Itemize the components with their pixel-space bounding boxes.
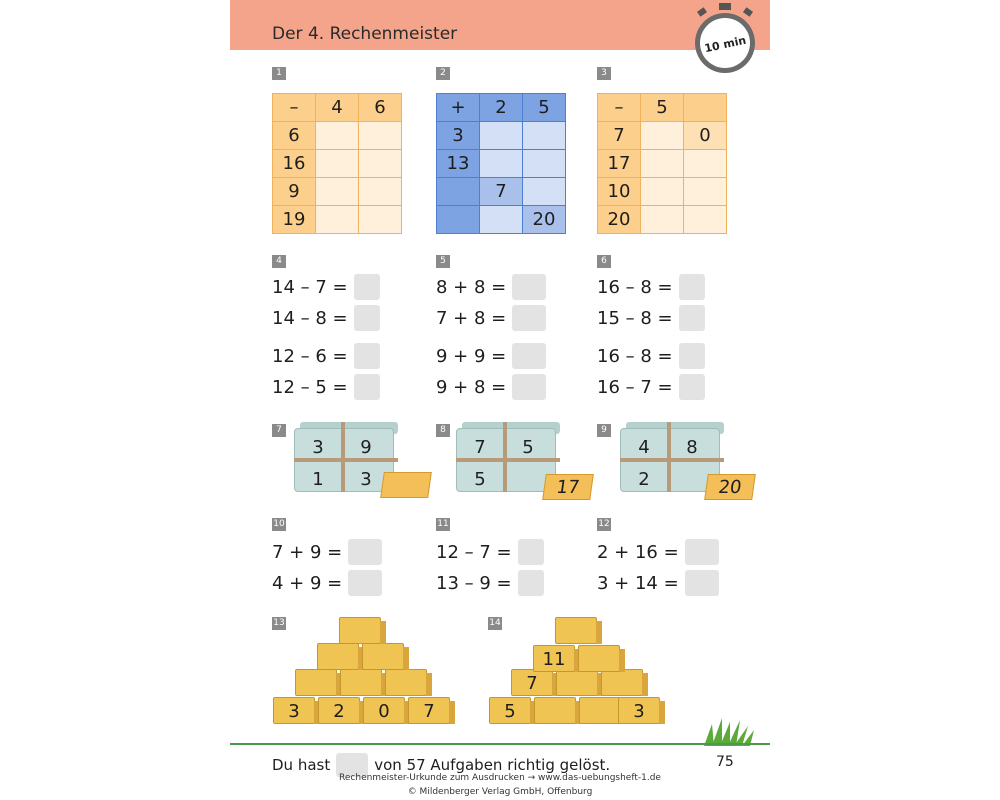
- grid-header-cell: 13: [437, 150, 480, 178]
- pyramid-brick: 5: [489, 697, 531, 724]
- answer-box[interactable]: [512, 274, 546, 300]
- pyramid-brick: 7: [408, 697, 450, 724]
- task-number: 13: [273, 618, 285, 628]
- grid-header-cell: [437, 178, 480, 206]
- grid-header-cell: 17: [598, 150, 641, 178]
- grid-cell[interactable]: [523, 178, 566, 206]
- pyramid-brick: 11: [533, 645, 575, 672]
- sum-sign[interactable]: [380, 472, 432, 498]
- equation: 14 – 7 =: [272, 273, 380, 301]
- grid-row: [437, 122, 566, 150]
- grid-header-cell: +: [437, 94, 480, 122]
- ground-line: [230, 743, 770, 745]
- answer-box[interactable]: [512, 343, 546, 369]
- answer-box[interactable]: [679, 374, 705, 400]
- grid-header-cell: [684, 94, 727, 122]
- pyramid-brick[interactable]: [339, 617, 381, 644]
- number-bundle: 4 8 2: [620, 420, 725, 492]
- grid-cell[interactable]: [316, 122, 359, 150]
- copyright: © Mildenberger Verlag GmbH, Offenburg: [407, 787, 593, 797]
- equation: 16 – 8 =: [597, 273, 705, 301]
- task-number: 10: [273, 519, 285, 529]
- grid-header-cell: 20: [598, 206, 641, 234]
- pyramid-brick[interactable]: [534, 697, 576, 724]
- equation: 9 + 9 =: [436, 342, 546, 370]
- grid-header-cell: 16: [273, 150, 316, 178]
- answer-box[interactable]: [512, 374, 546, 400]
- grid-row: [273, 178, 402, 206]
- grid-cell[interactable]: [316, 150, 359, 178]
- task-number: 6: [597, 255, 611, 268]
- equation: 14 – 8 =: [272, 304, 380, 332]
- grid-cell[interactable]: [316, 178, 359, 206]
- grid-header-cell: 7: [598, 122, 641, 150]
- grid-cell[interactable]: [684, 178, 727, 206]
- equation: 12 – 7 =: [436, 538, 544, 566]
- equation: 12 – 5 =: [272, 373, 380, 401]
- stopwatch-icon: [692, 3, 758, 77]
- task-number: 5: [436, 255, 450, 268]
- task-number: 9: [597, 424, 611, 437]
- grid-header-cell: 4: [316, 94, 359, 122]
- grid-row: [273, 94, 402, 122]
- grid-cell[interactable]: [359, 150, 402, 178]
- grid-header-cell: 3: [437, 122, 480, 150]
- answer-box[interactable]: [354, 274, 380, 300]
- worksheet-page: [230, 0, 770, 800]
- grid-row: [598, 94, 727, 122]
- grid-cell: 7: [480, 178, 523, 206]
- pyramid-brick[interactable]: [385, 669, 427, 696]
- grid-cell[interactable]: [684, 150, 727, 178]
- certificate-link[interactable]: Rechenmeister-Urkunde zum Ausdrucken → www.das-uebungsheft-1.de: [339, 773, 661, 783]
- answer-box[interactable]: [679, 305, 705, 331]
- pyramid-brick: 2: [318, 697, 360, 724]
- task-number: 11: [437, 519, 449, 529]
- grid-row: [437, 178, 566, 206]
- equation: 12 – 6 =: [272, 342, 380, 370]
- pyramid-brick[interactable]: [317, 643, 359, 670]
- answer-box[interactable]: [512, 305, 546, 331]
- grid-header-cell: [437, 206, 480, 234]
- pyramid-brick: 3: [273, 697, 315, 724]
- task-number: 1: [272, 67, 286, 80]
- grid-row: [598, 206, 727, 234]
- grid-header-cell: 9: [273, 178, 316, 206]
- grid-row: [437, 150, 566, 178]
- grid-row: [273, 206, 402, 234]
- grid-row: [437, 206, 566, 234]
- grid-cell[interactable]: [523, 150, 566, 178]
- answer-box[interactable]: [679, 274, 705, 300]
- grid-row: [598, 150, 727, 178]
- page-title: Der 4. Rechenmeister: [272, 24, 458, 44]
- grid-cell[interactable]: [480, 122, 523, 150]
- answer-box[interactable]: [685, 539, 719, 565]
- grid-row: [273, 122, 402, 150]
- equation: 15 – 8 =: [597, 304, 705, 332]
- answer-box[interactable]: [679, 343, 705, 369]
- pyramid-brick[interactable]: [555, 617, 597, 644]
- pyramid-brick[interactable]: [578, 645, 620, 672]
- grid-header-cell: –: [273, 94, 316, 122]
- grid-header-cell: –: [598, 94, 641, 122]
- grid-cell[interactable]: [359, 178, 402, 206]
- grid-row: [598, 178, 727, 206]
- number-bundle: 3 9 1 3: [294, 420, 399, 492]
- equation: 9 + 8 =: [436, 373, 546, 401]
- task-number: 4: [272, 255, 286, 268]
- grid-row: [273, 150, 402, 178]
- pyramid-brick[interactable]: [601, 669, 643, 696]
- answer-box[interactable]: [354, 305, 380, 331]
- grid-cell: 20: [523, 206, 566, 234]
- answer-box[interactable]: [518, 539, 544, 565]
- pyramid-brick[interactable]: [556, 669, 598, 696]
- grid-header-cell: 2: [480, 94, 523, 122]
- task-number: 12: [598, 519, 610, 529]
- timer-label: 10 min: [703, 33, 748, 56]
- pyramid-brick: 3: [618, 697, 660, 724]
- pyramid-brick[interactable]: [362, 643, 404, 670]
- grid-cell[interactable]: [480, 150, 523, 178]
- task-number: 8: [436, 424, 450, 437]
- grid-cell: 0: [684, 122, 727, 150]
- equation: 4 + 9 =: [272, 569, 382, 597]
- pyramid-brick[interactable]: [340, 669, 382, 696]
- grid-cell[interactable]: [316, 206, 359, 234]
- grid-header-cell: 19: [273, 206, 316, 234]
- grid-cell[interactable]: [684, 206, 727, 234]
- equation: 16 – 8 =: [597, 342, 705, 370]
- grid-header-cell: 5: [641, 94, 684, 122]
- equation: 7 + 9 =: [272, 538, 382, 566]
- task-number: 7: [272, 424, 286, 437]
- grid-cell[interactable]: [641, 206, 684, 234]
- score-line: Du hast von 57 Aufgaben richtig gelöst.: [272, 753, 610, 777]
- sum-sign: 20: [704, 474, 756, 500]
- task-number: 3: [597, 67, 611, 80]
- answer-box[interactable]: [685, 570, 719, 596]
- grid-header-cell: 6: [273, 122, 316, 150]
- grid-cell[interactable]: [523, 122, 566, 150]
- task-number: 2: [436, 67, 450, 80]
- page-number: 75: [716, 754, 734, 770]
- pyramid-brick[interactable]: [579, 697, 621, 724]
- grid-cell[interactable]: [359, 206, 402, 234]
- equation: 8 + 8 =: [436, 273, 546, 301]
- pyramid-brick: 0: [363, 697, 405, 724]
- grid-cell[interactable]: [359, 122, 402, 150]
- answer-box[interactable]: [354, 374, 380, 400]
- equation: 16 – 7 =: [597, 373, 705, 401]
- answer-box[interactable]: [348, 539, 382, 565]
- grid-header-cell: 6: [359, 94, 402, 122]
- equation: 3 + 14 =: [597, 569, 719, 597]
- grid-header-cell: 10: [598, 178, 641, 206]
- equation: 7 + 8 =: [436, 304, 546, 332]
- grid-cell[interactable]: [641, 150, 684, 178]
- grid-table-2: [436, 93, 566, 234]
- answer-box[interactable]: [348, 570, 382, 596]
- grid-table-1: [272, 93, 402, 234]
- sum-sign: 17: [542, 474, 594, 500]
- grid-row: [437, 94, 566, 122]
- pyramid-brick: 7: [511, 669, 553, 696]
- answer-box[interactable]: [518, 570, 544, 596]
- grid-row: [598, 122, 727, 150]
- grid-cell[interactable]: [641, 122, 684, 150]
- equation: 2 + 16 =: [597, 538, 719, 566]
- grid-cell[interactable]: [641, 178, 684, 206]
- task-number: 14: [489, 618, 501, 628]
- number-bundle: 7 5 5: [456, 420, 561, 492]
- answer-box[interactable]: [354, 343, 380, 369]
- pyramid-brick[interactable]: [295, 669, 337, 696]
- grid-cell[interactable]: [480, 206, 523, 234]
- grid-table-3: [597, 93, 727, 234]
- equation: 13 – 9 =: [436, 569, 544, 597]
- grid-header-cell: 5: [523, 94, 566, 122]
